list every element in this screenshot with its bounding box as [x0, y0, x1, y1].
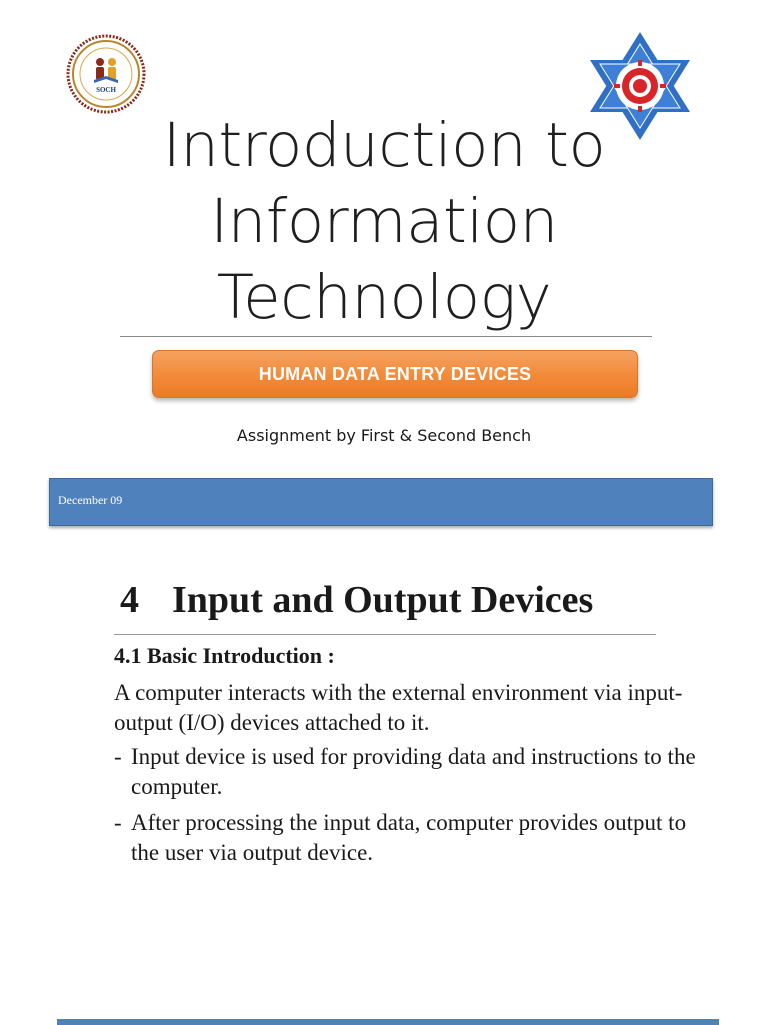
- title-line-2: Information: [210, 186, 558, 257]
- assignment-credit: Assignment by First & Second Bench: [236, 426, 532, 445]
- page-title: [100, 108, 668, 336]
- title-line-1: Introduction to: [162, 110, 606, 181]
- bullet-text: After processing the input data, computer provides output to the user via output device.: [131, 810, 687, 865]
- subtitle-banner: [152, 350, 638, 398]
- section-title: Input and Output Devices: [172, 579, 594, 621]
- bullet-dash: -: [114, 810, 122, 835]
- svg-text:SOCH: SOCH: [96, 86, 116, 94]
- bullet-text: Input device is used for providing data and instructions to the computer.: [131, 744, 696, 799]
- footer-bar: [57, 1019, 719, 1025]
- list-item: [114, 742, 714, 802]
- subsection-heading: 4.1 Basic Introduction :: [114, 643, 335, 668]
- title-line-3: Technology: [216, 262, 552, 333]
- date-bar: [49, 478, 713, 526]
- intro-paragraph: A computer interacts with the external environment via input-output (I/O) devices attached to it.: [114, 680, 683, 735]
- section-number: 4: [120, 579, 139, 621]
- soch-logo-icon: [66, 34, 146, 114]
- bullet-dash: -: [114, 744, 122, 769]
- title-divider: [120, 336, 652, 337]
- section-divider: [114, 634, 656, 635]
- date-text: December 09: [58, 493, 123, 507]
- banner-text: HUMAN DATA ENTRY DEVICES: [258, 363, 532, 384]
- list-item: [114, 808, 714, 868]
